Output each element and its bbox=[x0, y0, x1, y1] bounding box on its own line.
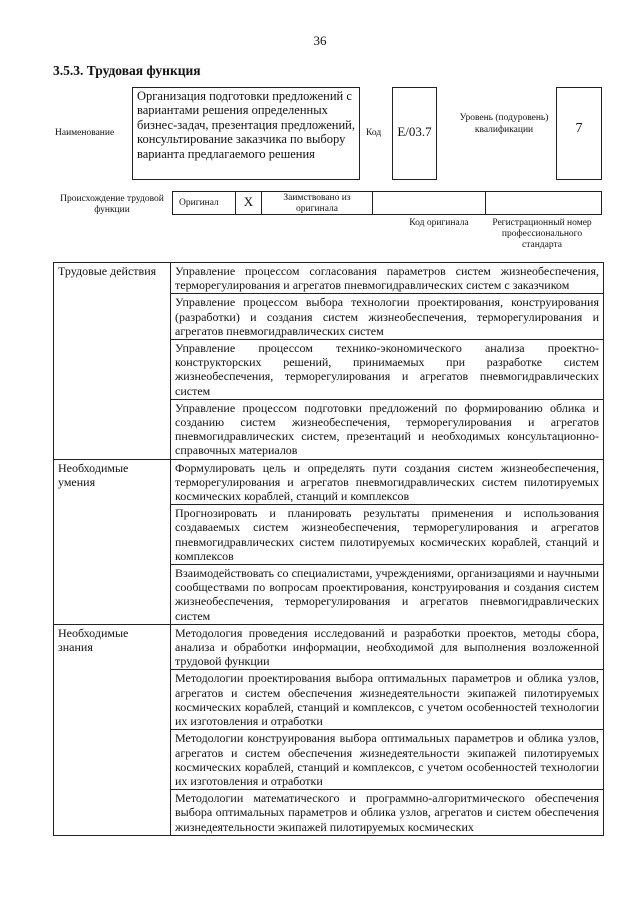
level-label: Уровень (подуровень) квалификации bbox=[459, 113, 549, 135]
list-item: Прогнозировать и планировать результаты применения и использования создаваемых систем жизнеобеспечения, терморегулирования и агрегатов пневмогидравлических систем пилотируемых космических кораблей, станций и комплексов bbox=[171, 505, 604, 565]
list-item: Управление процессом подготовки предложений по формированию облика и созданию систем жизнеобеспечения, терморегулирования и агрегатов пневмогидравлических систем, презентаций и необходимых консультационно-справочных материалов bbox=[171, 399, 604, 459]
function-name-box: Организация подготовки предложений с вариантами решения определенных бизнес-задач, презентация предложений, консультирование заказчика по выбору варианта предлагаемого решения bbox=[132, 87, 360, 180]
category-labor-actions: Трудовые действия bbox=[54, 263, 171, 460]
category-knowledge: Необходимые знания bbox=[54, 624, 171, 835]
category-skills: Необходимые умения bbox=[54, 459, 171, 624]
function-details-table bbox=[53, 262, 604, 836]
list-item: Методологии проектирования выбора оптимальных параметров и облика узлов, агрегатов и систем обеспечения жизнедеятельности экипажей пилотируемых космических кораблей, станций и комплексов, с учетом особенностей технологии их изготовления и отработки bbox=[171, 670, 604, 730]
origin-row bbox=[172, 191, 602, 215]
list-item: Методологии конструирования выбора оптимальных параметров и облика узлов, агрегатов и систем обеспечения жизнедеятельности экипажей пилотируемых космических кораблей, станций и комплексов, с учетом особенностей технологии их изготовления и отработки bbox=[171, 730, 604, 790]
list-item: Методологии математического и программно-алгоритмического обеспечения выбора оптимальных параметров и облика узлов, агрегатов и систем обеспечения жизнедеятельности экипажей пилотируемых космических bbox=[171, 790, 604, 836]
section-title: 3.5.3. Трудовая функция bbox=[53, 63, 201, 78]
code-original-caption: Код оригинала bbox=[409, 218, 469, 228]
name-label: Наименование bbox=[55, 128, 115, 138]
borrowed-label: Заимствовано из оригинала bbox=[262, 192, 373, 214]
table-row bbox=[54, 263, 604, 294]
reg-number-caption: Регистрационный номер профессионального стандарта bbox=[492, 218, 592, 250]
original-mark: X bbox=[236, 192, 262, 214]
list-item: Взаимодействовать со специалистами, учреждениями, организациями и научными сообществами по вопросам проектирования, конструирования и создания систем жизнеобеспечения, терморегулирования и агрегатов пневмогидравлических систем bbox=[171, 565, 604, 625]
list-item: Формулировать цель и определять пути создания систем жизнеобеспечения, терморегулирования и агрегатов пневмогидравлических систем пилотируемых космических кораблей, станций и комплексов bbox=[171, 459, 604, 505]
function-code-box: Е/03.7 bbox=[392, 87, 437, 180]
original-label: Оригинал bbox=[173, 192, 236, 214]
origin-label: Происхождение трудовой функции bbox=[60, 194, 164, 215]
table-row bbox=[54, 624, 604, 670]
list-item: Управление процессом согласования параметров систем жизнеобеспечения, терморегулирования и агрегатов пневмогидравлических систем с заказчиком bbox=[171, 263, 604, 294]
code-original-cell bbox=[373, 192, 486, 214]
code-label: Код bbox=[366, 128, 382, 138]
list-item: Методология проведения исследований и разработки проектов, методы сбора, анализа и обработки информации, необходимой для выполнения возложенной трудовой функции bbox=[171, 624, 604, 670]
list-item: Управление процессом выбора технологии проектирования, конструирования (разработки) и создания систем жизнеобеспечения, терморегулирования и агрегатов пневмогидравлических систем bbox=[171, 294, 604, 340]
table-row bbox=[54, 459, 604, 505]
qualification-level-box: 7 bbox=[556, 87, 602, 180]
list-item: Управление процессом технико-экономического анализа проектно-конструкторских решений, принимаемых при разработке систем жизнеобеспечения, терморегулирования и агрегатов пневмогидравлических систем bbox=[171, 340, 604, 400]
page-number: 36 bbox=[313, 33, 327, 48]
